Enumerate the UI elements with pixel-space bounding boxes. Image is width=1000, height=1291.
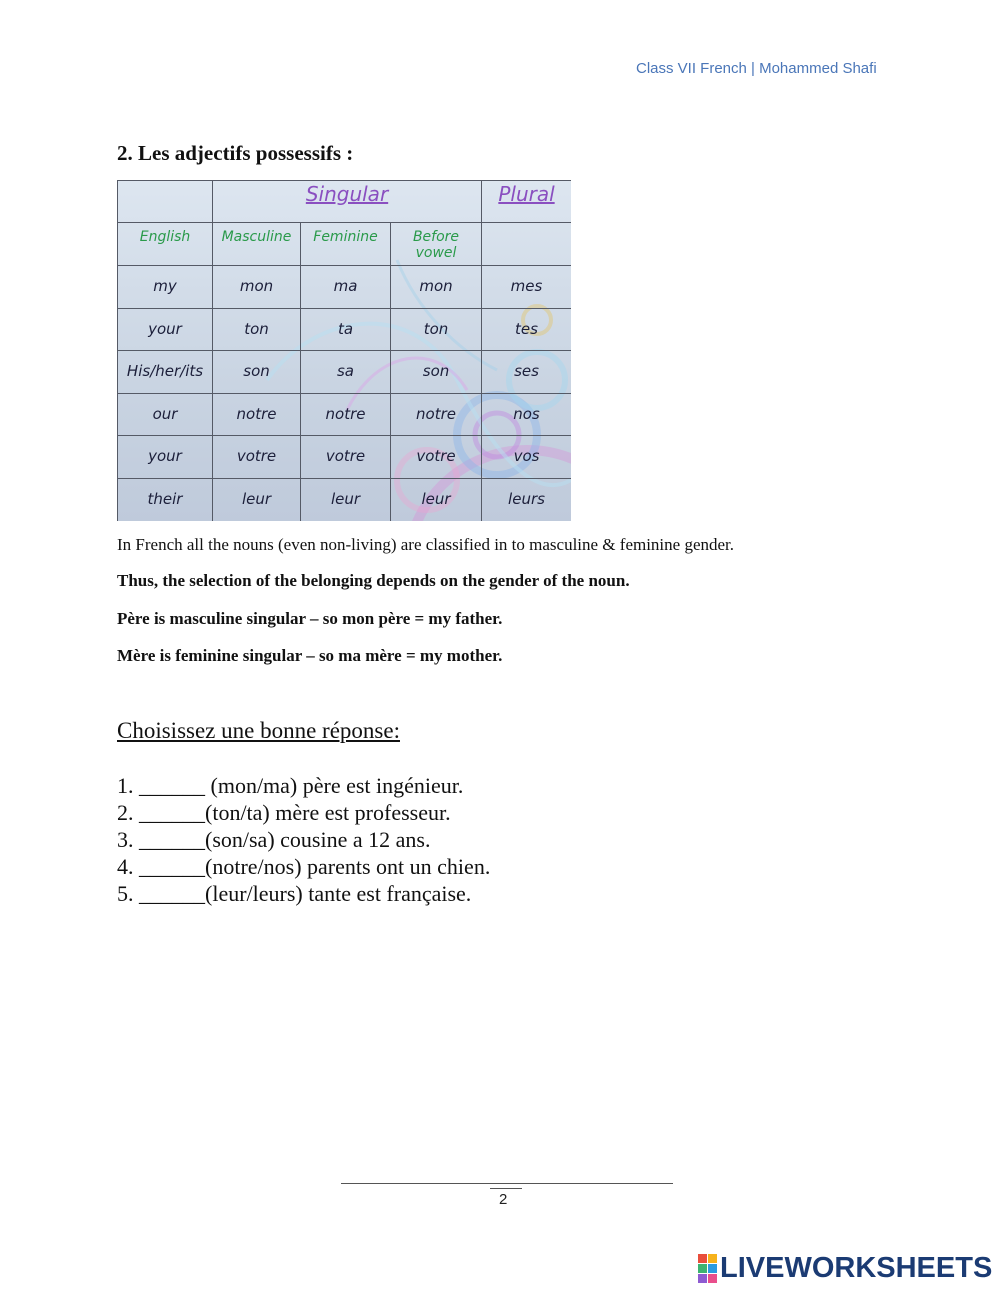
table-cell: ma — [301, 266, 391, 309]
column-header-plural-blank — [482, 223, 572, 266]
exercise-item[interactable]: 3. ______(son/sa) cousine a 12 ans. — [117, 827, 431, 852]
table-cell: nos — [482, 394, 572, 436]
table-corner-cell — [118, 181, 213, 223]
table-row — [118, 309, 572, 351]
table-cell: mon — [391, 266, 482, 309]
table-cell: His/her/its — [118, 351, 213, 394]
table-cell: votre — [213, 436, 301, 479]
table-cell: your — [118, 436, 213, 479]
table-cell: vos — [482, 436, 572, 479]
table-cell: ton — [213, 309, 301, 351]
table-cell: mon — [213, 266, 301, 309]
column-header-feminine: Feminine — [301, 223, 391, 266]
logo-block — [708, 1254, 717, 1263]
table-cell: your — [118, 309, 213, 351]
table-cell: votre — [391, 436, 482, 479]
note-gender: In French all the nouns (even non-living) are classified in to masculine & feminine gender. — [117, 535, 735, 554]
table-cell: votre — [301, 436, 391, 479]
table-cell: leur — [391, 479, 482, 522]
table-row — [118, 351, 572, 394]
table-cell: my — [118, 266, 213, 309]
logo-block — [698, 1274, 707, 1283]
page-number: 2 — [499, 1191, 508, 1208]
table-cell: our — [118, 394, 213, 436]
note-mere-example: Mère is feminine singular – so ma mère = my mother. — [117, 646, 503, 665]
table-row — [118, 266, 572, 309]
exercise-item[interactable]: 4. ______(notre/nos) parents ont un chien. — [117, 854, 491, 879]
logo-text: LIVEWORKSHEETS — [720, 1251, 993, 1284]
table-cell: leur — [213, 479, 301, 522]
table-cell: son — [213, 351, 301, 394]
note-selection: Thus, the selection of the belonging depends on the gender of the noun. — [117, 571, 630, 590]
table-cell: sa — [301, 351, 391, 394]
footer-divider-short — [490, 1188, 522, 1189]
exercise-instruction: Choisissez une bonne réponse: — [117, 718, 400, 743]
table-cell: ses — [482, 351, 572, 394]
exercise-list — [117, 772, 490, 907]
table-cell: ton — [391, 309, 482, 351]
page-header: Class VII French | Mohammed Shafi — [636, 60, 877, 77]
possessive-adjectives-table — [117, 180, 571, 521]
footer-divider — [341, 1183, 673, 1184]
logo-block — [708, 1274, 717, 1283]
column-header-before-vowel: Before vowel — [391, 223, 482, 266]
exercise-item[interactable]: 5. ______(leur/leurs) tante est française. — [117, 881, 472, 906]
logo-block — [698, 1254, 707, 1263]
logo-block — [698, 1264, 707, 1273]
table-row — [118, 479, 572, 522]
table-cell: ta — [301, 309, 391, 351]
logo-blocks-icon — [698, 1254, 717, 1283]
table-row — [118, 436, 572, 479]
exercise-item[interactable]: 1. ______ (mon/ma) père est ingénieur. — [117, 773, 464, 798]
note-pere-example: Père is masculine singular – so mon père = my father. — [117, 609, 503, 628]
exercise-item[interactable]: 2. ______(ton/ta) mère est professeur. — [117, 800, 451, 825]
logo-block — [708, 1264, 717, 1273]
singular-header: Singular — [213, 181, 482, 223]
possessive-table-grid — [117, 180, 571, 521]
table-cell: notre — [391, 394, 482, 436]
table-row — [118, 394, 572, 436]
plural-header: Plural — [482, 181, 572, 223]
table-cell: notre — [301, 394, 391, 436]
table-cell: tes — [482, 309, 572, 351]
column-header-masculine: Masculine — [213, 223, 301, 266]
table-cell: notre — [213, 394, 301, 436]
table-cell: mes — [482, 266, 572, 309]
table-cell: leurs — [482, 479, 572, 522]
liveworksheets-logo — [698, 1251, 992, 1285]
column-header-english: English — [118, 223, 213, 266]
table-cell: leur — [301, 479, 391, 522]
section-title: 2. Les adjectifs possessifs : — [117, 141, 354, 165]
table-cell: son — [391, 351, 482, 394]
table-cell: their — [118, 479, 213, 522]
